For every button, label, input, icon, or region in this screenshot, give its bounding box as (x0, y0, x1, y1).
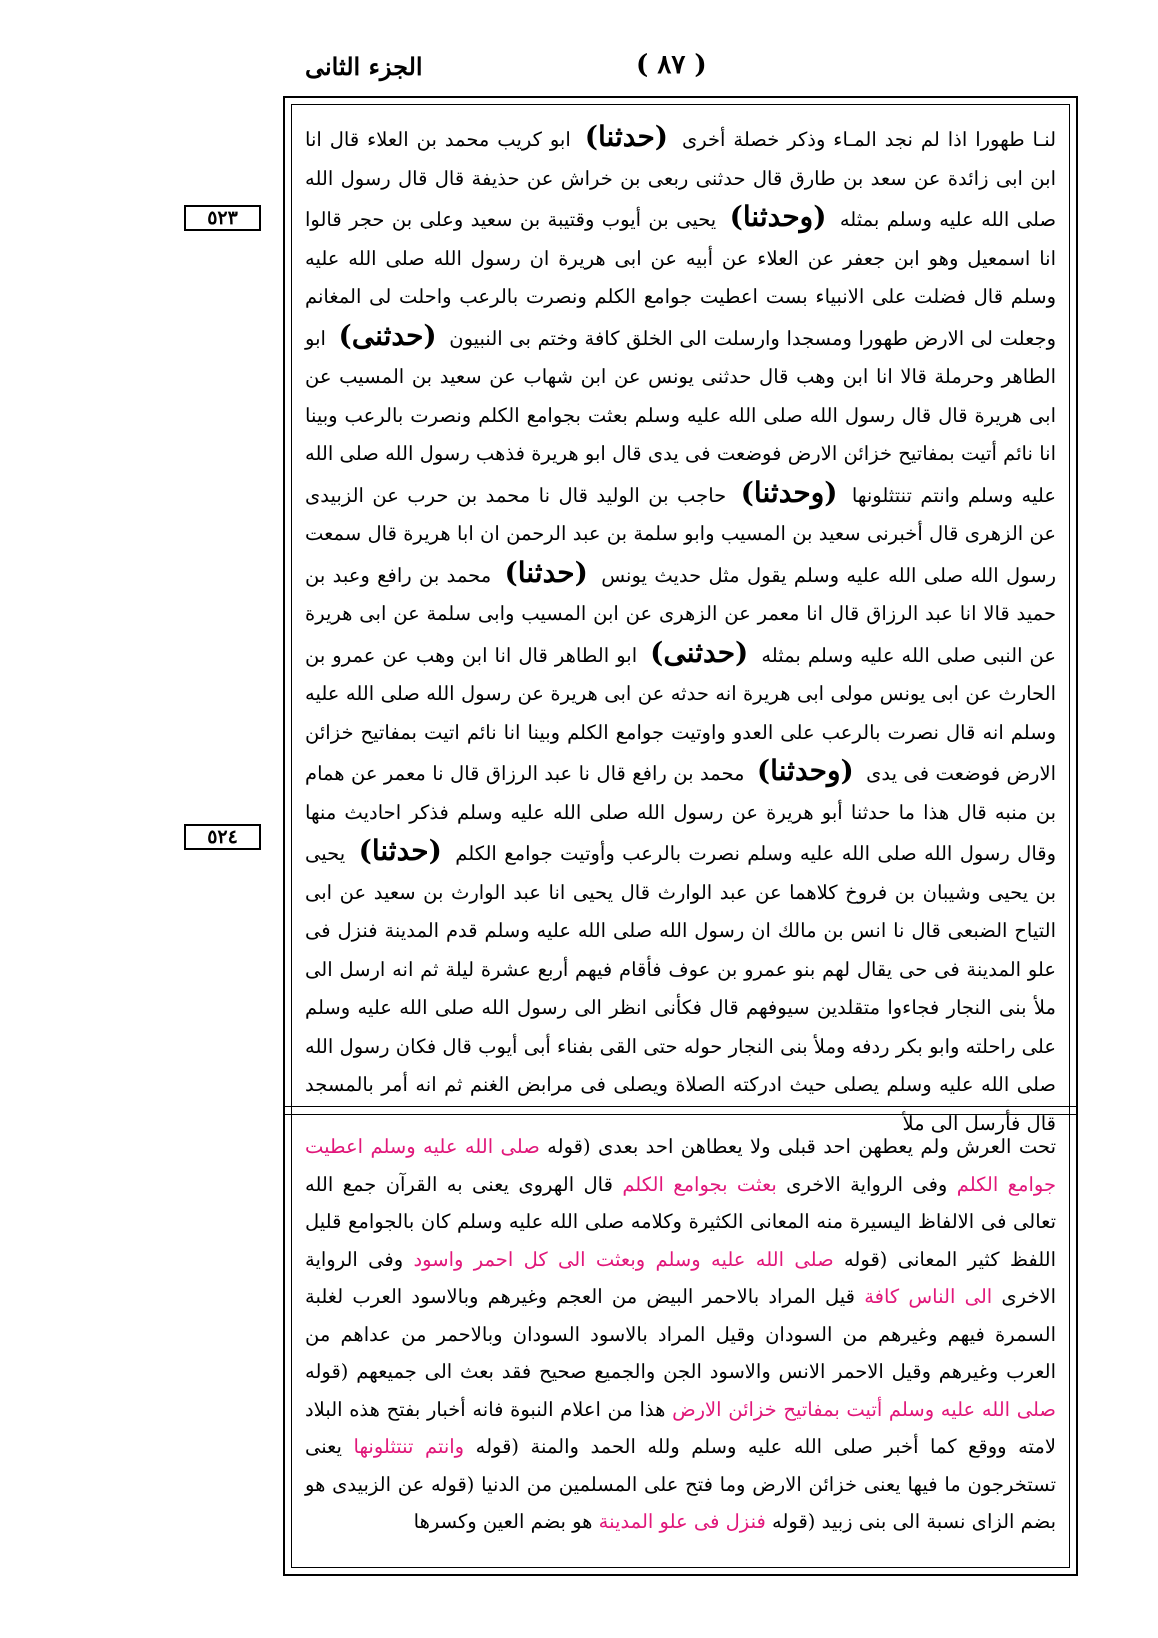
note-segment: قيل المراد بالاحمر البيض من العجم وغيرهم وبالاسود العرب لغلبة السمرة فيهم وغيرهم من السودان وقيل المراد بالاسود السودان وبالاحمر من عداهم من العرب وغيرهم وقيل الاحمر الانس والاسود الجن والجميع صحيح فقد بعث الى جميعهم (قوله (305, 1285, 1056, 1383)
text-segment: يحيى بن يحيى وشيبان بن فروخ كلاهما عن عبد الوارث قال يحيى انا عبد الوارث بن سعيد عن ابى التياح الضبعى قال نا انس بن مالك ان رسول الله صلى الله عليه وسلم قدم المدينة فنزل فى علو المدينة فى حى يقال لهم بنو عمرو بن عوف فأقام فيهم أربع عشرة ليلة ثم انه ارسل الى ملأ بنى النجار فجاءوا متقلدين سيوفهم قال فكأنى انظر الى رسول الله صلى الله عليه وسلم على راحلته وابو بكر ردفه وملأ بنى النجار حوله حتى القى بفناء أبى أيوب قال فكان رسول الله صلى الله عليه وسلم يصلى حيث ادركته الصلاة ويصلى فى مرابض الغنم ثم انه أمر بالمسجد قال فأرسل الى ملأ (305, 842, 1056, 1135)
note-segment: هذا من اعلام النبوة فانه أخبار بفتح هذه البلاد لامته ووقع كما أخبر صلى الله عليه وسلم ولله الحمد والمنة (قوله (305, 1397, 1056, 1458)
note-highlight: فنزل فى علو المدينة (598, 1510, 766, 1533)
text-segment: يحيى بن أيوب وقتيبة بن سعيد وعلى بن حجر قالوا انا اسمعيل وهو ابن جعفر عن العلاء عن أبيه عن ابى هريرة ان رسول الله صلى الله عليه وسلم قال فضلت على الانبياء بست اعطيت جوامع الكلم ونصرت بالرعب واحلت لى المغانم وجعلت لى الارض طهورا ومسجدا وارسلت الى الخلق كافة وختم بى النبيون (305, 208, 1057, 350)
note-highlight: صلى الله عليه وسلم وبعثت الى كل احمر واسود (413, 1247, 834, 1271)
page-header (0, 48, 1158, 98)
page-frame (283, 96, 1078, 1576)
hadith-marker: (حدثنا) (358, 834, 442, 867)
hadith-marker: (حدثنى) (650, 635, 749, 669)
hadith-number-524: ٥٢٤ (184, 824, 261, 850)
volume-title: الجزء الثانى (305, 52, 423, 81)
text-segment: محمد بن رافع وعبد بن حميد قالا انا عبد الرزاق قال انا معمر عن الزهرى عن ابن المسيب وابى سلمة عن ابى هريرة عن النبى صلى الله عليه وسلم بمثله (305, 563, 1057, 667)
note-segment: يعنى تستخرجون ما فيها يعنى خزائن الارض وما فتح على المسلمين من الدنيا (قوله عن الزبيدى هو بضم الزاى نسبة الى بنى زبيد (قوله (305, 1435, 1056, 1533)
note-segment: وفى الرواية الاخرى (786, 1172, 948, 1196)
hadith-marker: (وحدثنا) (729, 200, 827, 233)
commentary-text (305, 1128, 1056, 1548)
text-segment: ابو الطاهر قال انا ابن وهب عن عمرو بن الحارث عن ابى يونس مولى ابى هريرة انه حدثه عن ابى هريرة عن رسول الله صلى الله عليه وسلم انه قال نصرت بالرعب على العدو واوتيت جوامع الكلم وبينا انا نائم اتيت بمفاتيح خزائن الارض فوضعت فى يدى (305, 643, 1056, 785)
hadith-marker: (حدثنا) (504, 555, 588, 589)
note-segment: قال الهروى يعنى به القرآن جمع الله تعالى فى الالفاظ اليسيرة منه المعانى الكثيرة وكلامه صلى الله عليه وسلم كان بالجوامع قليل اللفظ كثير المعانى (قوله (305, 1172, 1057, 1271)
note-highlight: وانتم تنتثلونها (353, 1435, 465, 1458)
text-segment: ابو الطاهر وحرملة قالا انا ابن وهب قال حدثنى يونس عن ابن شهاب عن سعيد بن المسيب عن ابى هريرة قال قال رسول الله صلى الله عليه وسلم بعثت بجوامع الكلم ونصرت بالرعب وبينا انا نائم أتيت بمفاتيح خزائن الارض فوضعت فى يدى قال ابو هريرة فذهب رسول الله صلى الله عليه وسلم وانتم تنتثلونها (305, 326, 1056, 507)
note-highlight: الى الناس كافة (864, 1285, 993, 1308)
note-highlight: صلى الله عليه وسلم اعطيت جوامع الكلم (305, 1135, 1057, 1196)
note-segment: تحت العرش ولم يعطهن احد قبلى ولا يعطاهن احد بعدى (قوله (547, 1135, 1056, 1158)
hadith-marker: (وحدثنا) (740, 475, 838, 509)
hadith-number-523: ٥٢٣ (184, 205, 261, 231)
text-segment: ابو كريب محمد بن العلاء قال انا ابن ابى زائدة عن سعد بن طارق قال حدثنى ربعى بن خراش عن حذيفة قال قال رسول الله صلى الله عليه وسلم بمثله (305, 128, 1057, 231)
note-highlight: صلى الله عليه وسلم أتيت بمفاتيح خزائن الارض (672, 1397, 1056, 1421)
text-segment: لنـا طهورا اذا لم نجد المـاء وذكر خصلة أخرى (681, 128, 1057, 151)
note-segment: وفى الرواية الاخرى (305, 1247, 1057, 1308)
hadith-marker: (حدثنا) (584, 120, 669, 153)
hadith-marker: (وحدثنا) (756, 754, 854, 787)
hadith-text (305, 118, 1057, 1135)
note-segment: هو بضم العين وكسرها (413, 1510, 593, 1533)
page-number: ( ٨٧ ) (636, 50, 707, 80)
section-divider (285, 1106, 1076, 1115)
note-highlight: بعثت بجوامع الكلم (622, 1172, 777, 1196)
text-segment: محمد بن رافع قال نا عبد الرزاق قال نا معمر عن همام بن منبه قال هذا ما حدثنا أبو هريرة عن رسول الله صلى الله عليه وسلم فذكر احاديث منها وقال رسول الله صلى الله عليه وسلم نصرت بالرعب وأوتيت جوامع الكلم (305, 762, 1057, 865)
hadith-marker: (حدثنى) (338, 318, 437, 352)
text-segment: حاجب بن الوليد قال نا محمد بن حرب عن الزبيدى عن الزهرى قال أخبرنى سعيد بن المسيب وابو سلمة بن عبد الرحمن ان ابا هريرة قال سمعت رسول الله صلى الله عليه وسلم يقول مثل حديث يونس (305, 483, 1057, 587)
